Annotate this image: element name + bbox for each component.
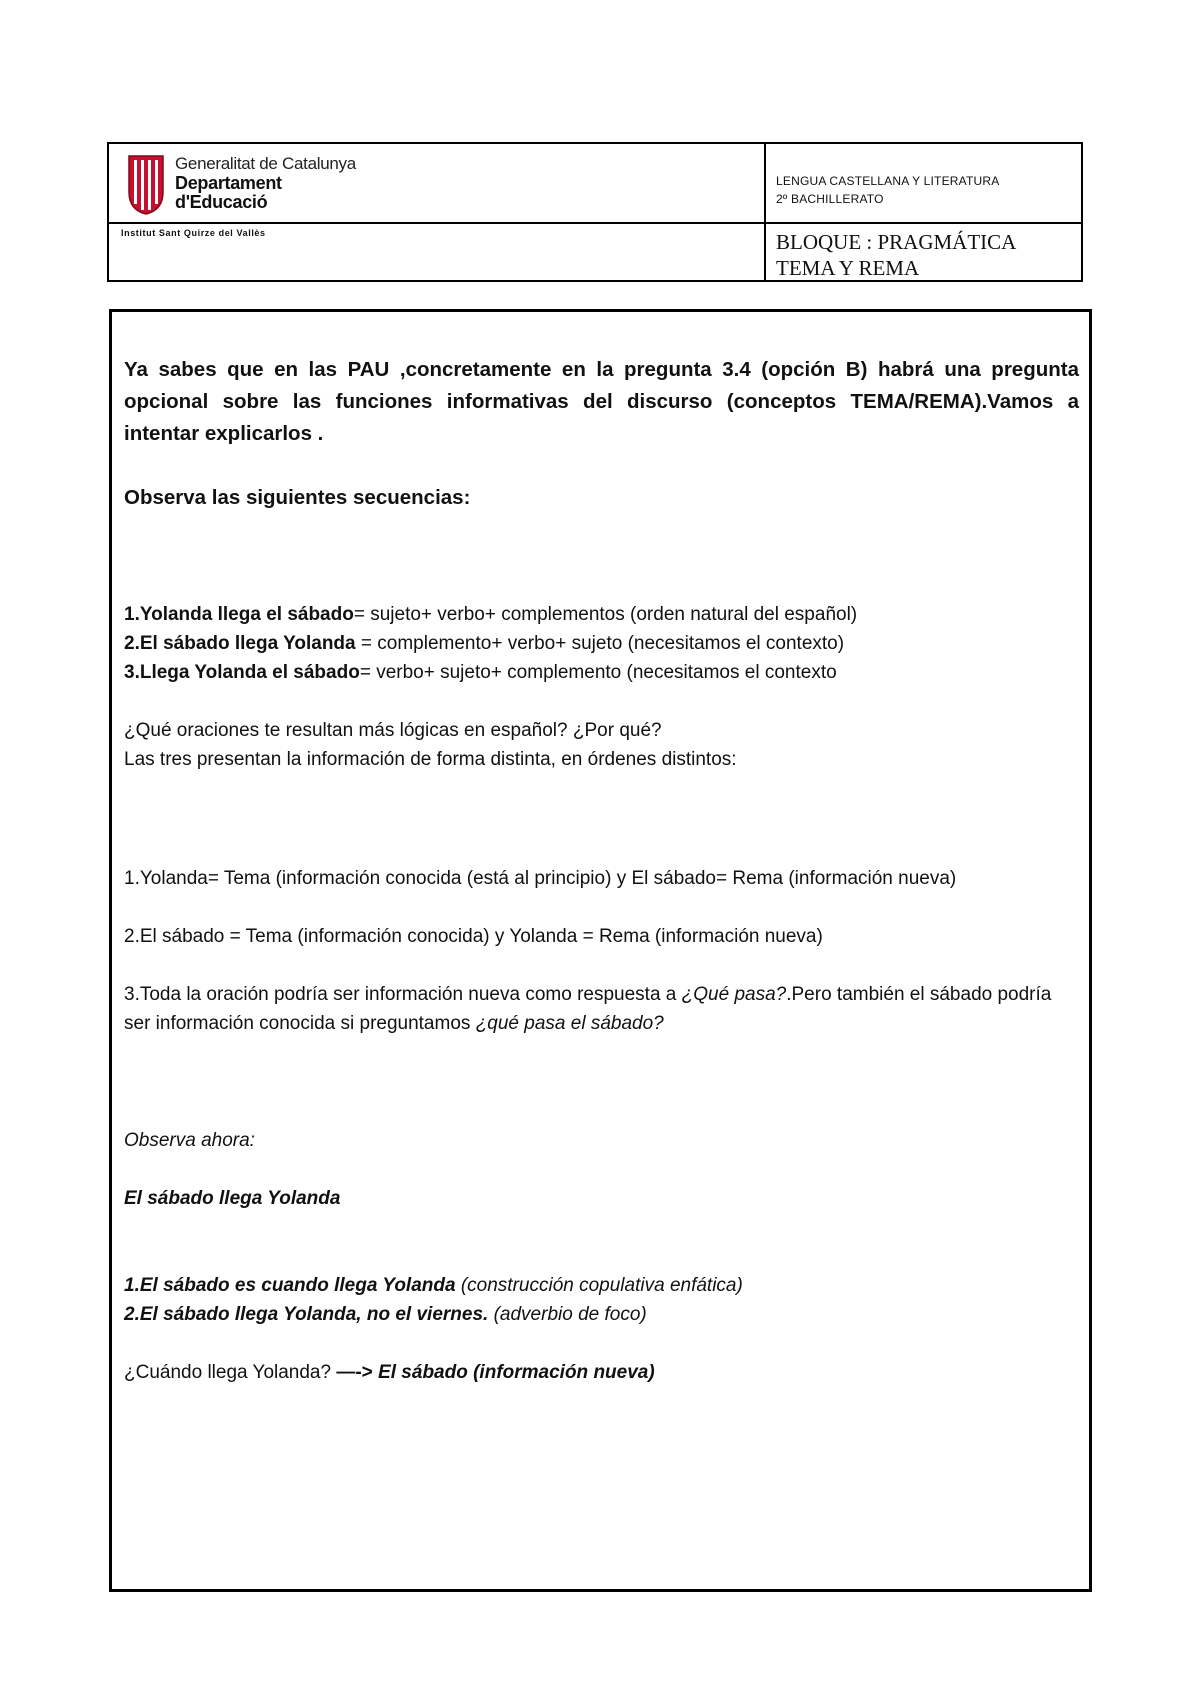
explanation-3-part2: .Pero también el sábado podría ser información conocida si preguntamos	[124, 984, 1052, 1034]
observe-heading: Observa las siguientes secuencias:	[124, 486, 471, 509]
observe-now: Observa ahora:	[124, 1130, 255, 1151]
logo-line-generalitat: Generalitat de Catalunya	[175, 153, 356, 173]
emphatic-item	[124, 1300, 1079, 1329]
header-logo-cell	[109, 144, 766, 224]
block-title: BLOQUE : PRAGMÁTICA	[776, 230, 1017, 254]
arrow-icon: —->	[336, 1362, 373, 1383]
sequence-item	[124, 629, 1079, 658]
sequence-rest: = complemento+ verbo+ sujeto (necesitamos el contexto)	[355, 633, 845, 654]
explanation-3	[124, 980, 1079, 1038]
sequence-bold: 2.El sábado llega Yolanda	[124, 633, 356, 654]
explanation-1: 1.Yolanda= Tema (información conocida (está al principio) y El sábado= Rema (información nueva)	[124, 868, 957, 889]
topic-title: TEMA Y REMA	[776, 256, 920, 280]
content-body	[124, 354, 1079, 1387]
three-present-text: Las tres presentan la información de forma distinta, en órdenes distintos:	[124, 749, 737, 770]
sequence-rest: = verbo+ sujeto+ complemento (necesitamos el contexto	[359, 662, 837, 683]
sequence-item	[124, 658, 1079, 687]
emphatic-italic: (adverbio de foco)	[488, 1304, 647, 1325]
logic-question: ¿Qué oraciones te resultan más lógicas en español? ¿Por qué?	[124, 720, 662, 741]
content-box	[109, 309, 1092, 1592]
explanation-2: 2.El sábado = Tema (información conocida) y Yolanda = Rema (información nueva)	[124, 926, 823, 947]
emphatic-bold: 2.El sábado llega Yolanda, no el viernes.	[124, 1304, 489, 1325]
emphatic-italic: (construcción copulativa enfática)	[455, 1275, 743, 1296]
sequence-list	[124, 600, 1079, 687]
emphatic-list	[124, 1271, 1079, 1329]
logo-line-departament: Departament	[175, 172, 282, 193]
generalitat-seal-icon	[125, 152, 167, 216]
header-institute-cell	[109, 224, 766, 280]
course-subject: LENGUA CASTELLANA Y LITERATURA	[776, 174, 1000, 188]
example-sentence: El sábado llega Yolanda	[124, 1188, 341, 1209]
question-block	[124, 716, 1079, 774]
sequence-bold: 3.Llega Yolanda el sábado	[124, 662, 360, 683]
intro-paragraph: Ya sabes que en las PAU ,concretamente en la pregunta 3.4 (opción B) habrá una pregunta opcional sobre las funciones informativas del discurso (conceptos TEMA/REMA).Vamos a intentar explicarlos .	[124, 358, 1079, 445]
explanation-3-part1: 3.Toda la oración podría ser información nueva como respuesta a	[124, 984, 682, 1005]
generalitat-logo	[125, 150, 356, 218]
emphatic-item	[124, 1271, 1079, 1300]
sequence-rest: = sujeto+ verbo+ complementos (orden natural del español)	[353, 604, 858, 625]
final-answer: El sábado (información nueva)	[372, 1362, 655, 1383]
explanation-3-italic1: ¿Qué pasa?	[681, 984, 787, 1005]
header-block-cell	[766, 224, 1081, 280]
document-header	[107, 142, 1083, 282]
sequence-item	[124, 600, 1079, 629]
institute-name: Institut Sant Quirze del Vallès	[121, 228, 266, 238]
sequence-bold: 1.Yolanda llega el sábado	[124, 604, 354, 625]
final-question-text: ¿Cuándo llega Yolanda?	[124, 1362, 337, 1383]
course-level: 2º BACHILLERATO	[776, 192, 884, 206]
logo-line-educacio: d'Educació	[175, 192, 268, 213]
explanation-3-italic2: ¿qué pasa el sábado?	[475, 1013, 664, 1034]
emphatic-bold: 1.El sábado es cuando llega Yolanda	[124, 1275, 456, 1296]
final-question	[124, 1358, 1079, 1387]
header-course-cell	[766, 144, 1081, 224]
